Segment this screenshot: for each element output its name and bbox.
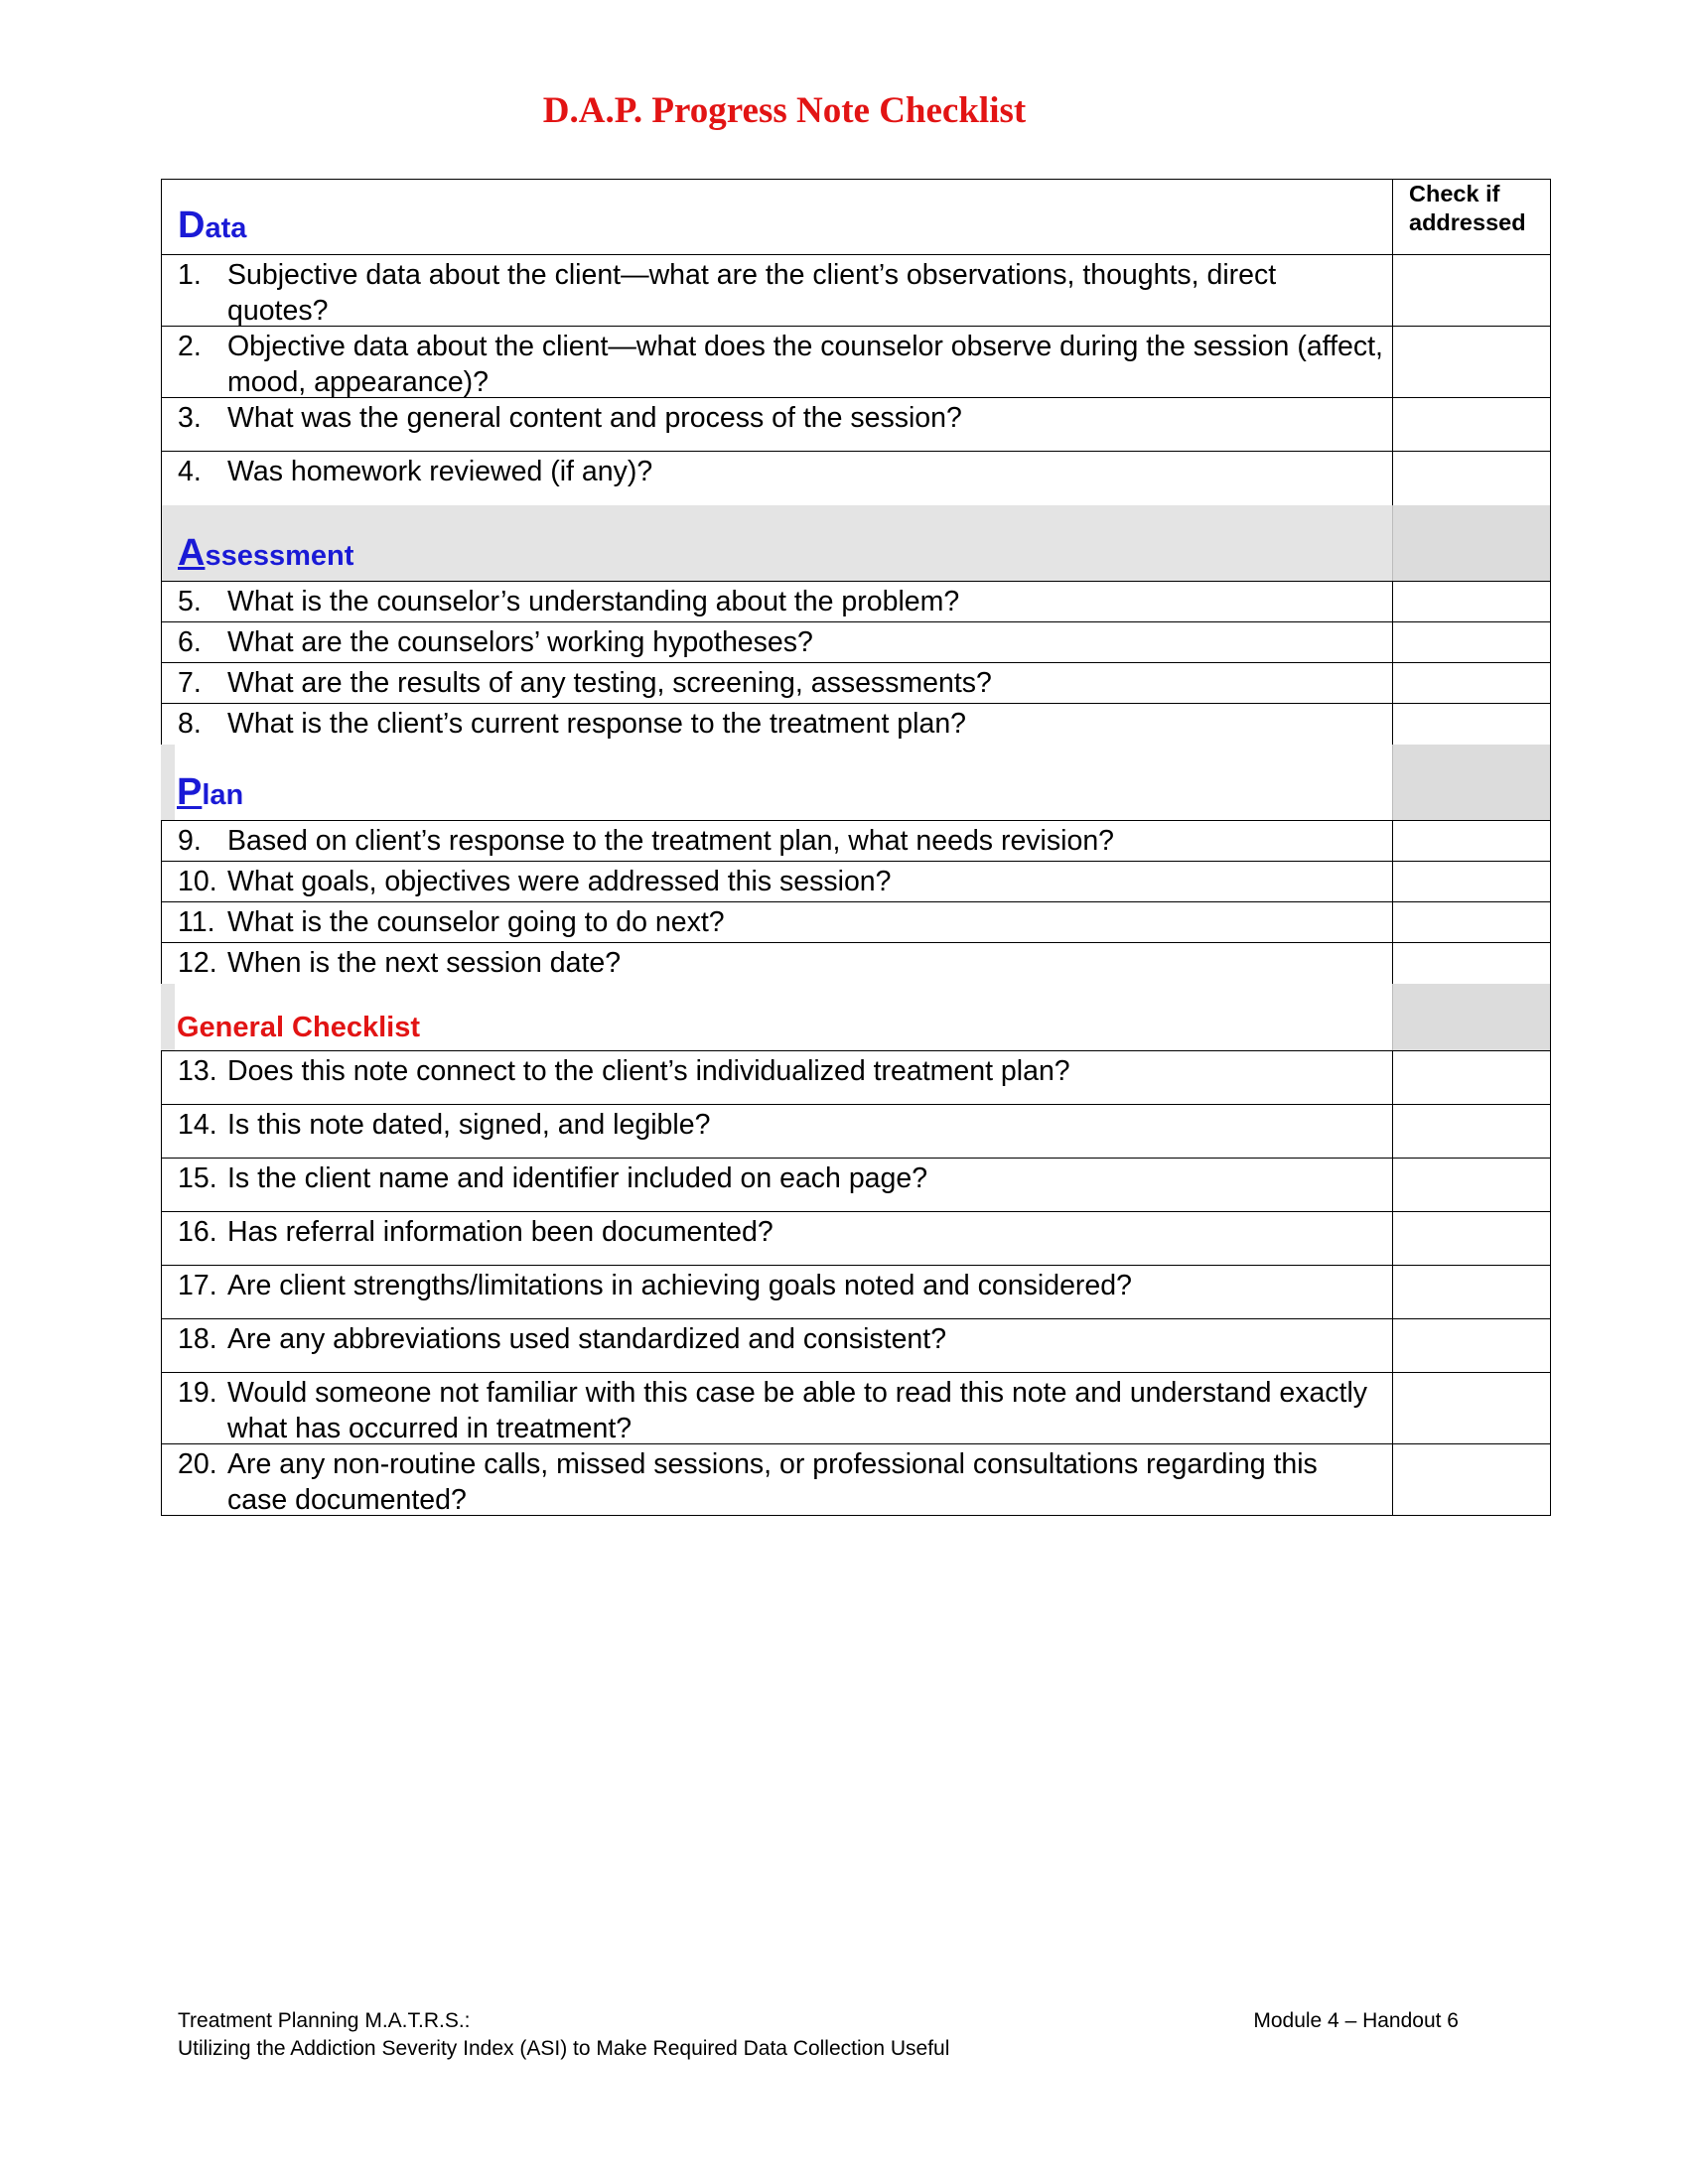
checklist-row	[161, 1319, 1551, 1373]
footer-line-2: Utilizing the Addiction Severity Index (ASI) to Make Required Data Collection Useful	[178, 2037, 950, 2060]
page-title: D.A.P. Progress Note Checklist	[542, 90, 1027, 131]
item-text: What is the counselor’s understanding about the problem?	[227, 586, 960, 617]
item-number: 20.	[178, 1448, 217, 1480]
item-text: What was the general content and process of the session?	[227, 402, 962, 434]
item-text: Subjective data about the client—what are the client’s observations, thoughts, direct quotes?	[227, 259, 1277, 327]
checklist-row	[161, 1212, 1551, 1266]
checklist-row	[161, 622, 1551, 663]
item-text: Would someone not familiar with this case be able to read this note and understand exactly what has occurred in treatment?	[227, 1377, 1368, 1444]
item-number: 4.	[178, 456, 202, 487]
checklist-row	[161, 704, 1551, 745]
item-text: Are any non-routine calls, missed sessions, or professional consultations regarding this case documented?	[227, 1448, 1318, 1516]
checklist-row	[161, 1266, 1551, 1319]
check-cell[interactable]	[1393, 1051, 1550, 1104]
item-text: Has referral information been documented?	[227, 1216, 774, 1248]
item-text: Was homework reviewed (if any)?	[227, 456, 653, 487]
check-cell[interactable]	[1393, 1105, 1550, 1158]
check-cell[interactable]	[1393, 663, 1550, 703]
item-number: 5.	[178, 586, 202, 617]
checklist-row	[161, 821, 1551, 862]
check-cell[interactable]	[1393, 1319, 1550, 1372]
section-title-assessment: Assessment	[178, 532, 354, 574]
item-number: 1.	[178, 259, 202, 291]
checklist-row	[161, 1159, 1551, 1212]
checklist-row	[161, 902, 1551, 943]
section-title-general: General Checklist	[177, 1012, 420, 1043]
checklist-table	[161, 179, 1551, 1516]
check-cell[interactable]	[1393, 862, 1550, 901]
item-text: What are the counselors’ working hypotheses?	[227, 626, 813, 658]
check-cell[interactable]	[1393, 704, 1550, 745]
item-number: 16.	[178, 1216, 217, 1248]
page-footer	[178, 2007, 1459, 2063]
item-text: Is this note dated, signed, and legible?	[227, 1109, 711, 1141]
item-text: Is the client name and identifier included on each page?	[227, 1162, 928, 1194]
check-column-header: Check if addressed	[1409, 181, 1526, 235]
checklist-row	[161, 1444, 1551, 1516]
item-text: Objective data about the client—what does the counselor observe during the session (affect, mood, appearance)?	[227, 331, 1383, 398]
item-number: 7.	[178, 667, 202, 699]
check-cell[interactable]	[1393, 1266, 1550, 1318]
item-text: What goals, objectives were addressed this session?	[227, 866, 892, 897]
item-number: 6.	[178, 626, 202, 658]
checklist-row	[161, 582, 1551, 622]
item-text: What are the results of any testing, screening, assessments?	[227, 667, 992, 699]
check-cell[interactable]	[1393, 622, 1550, 662]
section-header-data	[161, 179, 1551, 255]
checklist-row	[161, 1373, 1551, 1444]
check-cell[interactable]	[1393, 1159, 1550, 1211]
item-number: 14.	[178, 1109, 217, 1141]
check-cell[interactable]	[1393, 1444, 1550, 1515]
check-cell[interactable]	[1393, 1212, 1550, 1265]
item-number: 19.	[178, 1377, 217, 1409]
item-text: Are client strengths/limitations in achieving goals noted and considered?	[227, 1270, 1132, 1301]
item-number: 10.	[178, 866, 217, 897]
item-text: Does this note connect to the client’s individualized treatment plan?	[227, 1055, 1070, 1087]
checklist-row	[161, 327, 1551, 398]
checklist-row	[161, 1051, 1551, 1105]
item-text: What is the counselor going to do next?	[227, 906, 725, 938]
item-number: 13.	[178, 1055, 217, 1087]
check-cell[interactable]	[1393, 582, 1550, 621]
item-text: When is the next session date?	[227, 947, 622, 979]
check-cell[interactable]	[1393, 452, 1550, 505]
item-number: 9.	[178, 825, 202, 857]
checklist-row	[161, 862, 1551, 902]
checklist-row	[161, 943, 1551, 984]
item-number: 3.	[178, 402, 202, 434]
section-title-plan: Plan	[177, 771, 244, 813]
checklist-row	[161, 255, 1551, 327]
check-cell[interactable]	[1393, 327, 1550, 397]
check-cell[interactable]	[1393, 255, 1550, 326]
item-number: 2.	[178, 331, 202, 362]
item-number: 8.	[178, 708, 202, 740]
item-text: Are any abbreviations used standardized and consistent?	[227, 1323, 947, 1355]
section-header-assessment	[161, 505, 1551, 582]
check-cell[interactable]	[1393, 943, 1550, 984]
checklist-row	[161, 452, 1551, 505]
item-number: 12.	[178, 947, 217, 979]
item-number: 15.	[178, 1162, 217, 1194]
item-number: 18.	[178, 1323, 217, 1355]
check-cell[interactable]	[1393, 902, 1550, 942]
section-title-data: Data	[178, 205, 247, 246]
check-cell[interactable]	[1393, 821, 1550, 861]
section-header-general	[161, 984, 1551, 1051]
item-number: 11.	[178, 906, 215, 938]
checklist-row	[161, 398, 1551, 452]
item-number: 17.	[178, 1270, 217, 1301]
footer-line-1: Treatment Planning M.A.T.R.S.:	[178, 2009, 471, 2032]
item-text: What is the client’s current response to the treatment plan?	[227, 708, 967, 740]
footer-handout-label: Module 4 – Handout 6	[1253, 2009, 1459, 2032]
checklist-row	[161, 1105, 1551, 1159]
item-text: Based on client’s response to the treatment plan, what needs revision?	[227, 825, 1115, 857]
checklist-row	[161, 663, 1551, 704]
section-header-plan	[161, 745, 1551, 821]
check-cell[interactable]	[1393, 398, 1550, 451]
check-cell[interactable]	[1393, 1373, 1550, 1443]
